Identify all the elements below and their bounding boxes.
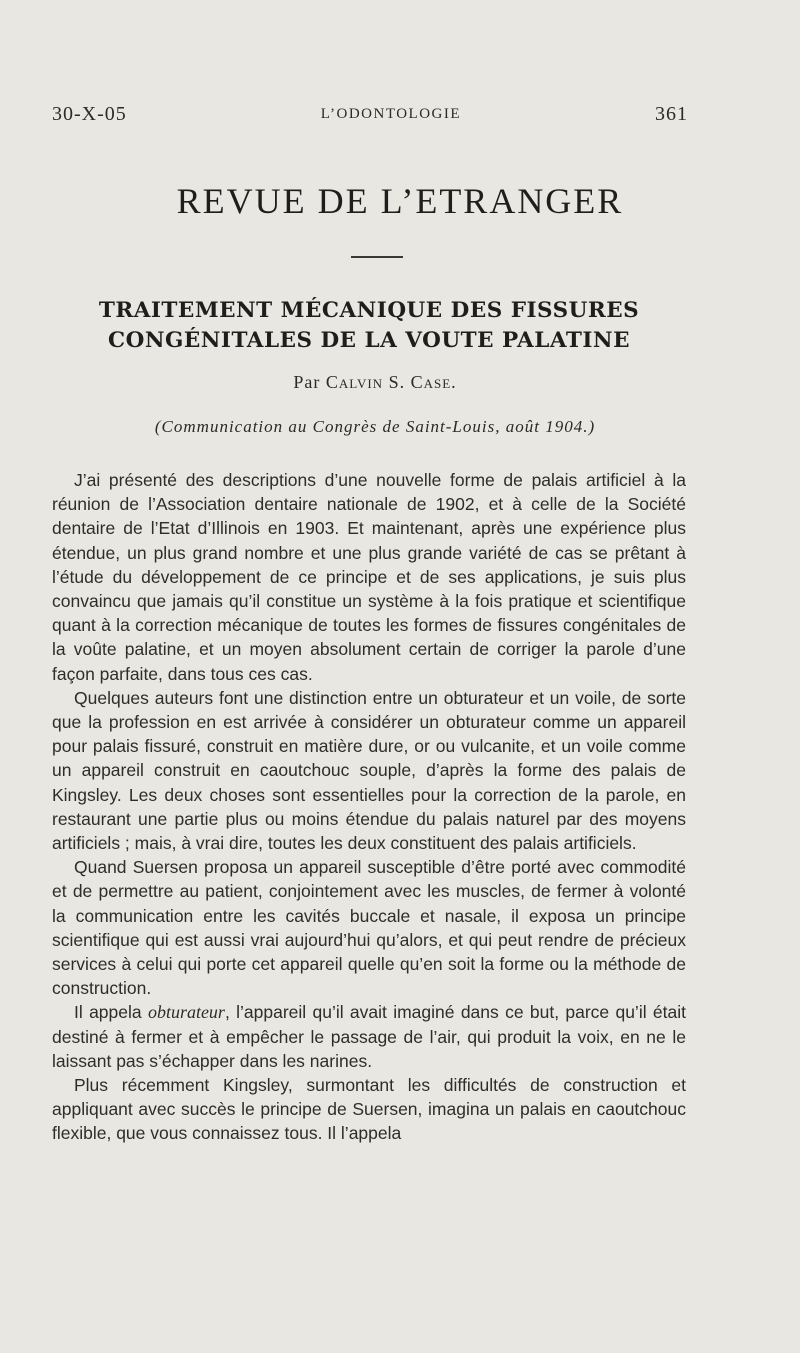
byline-prefix: Par — [293, 372, 321, 392]
term-obturateur: obturateur — [147, 1002, 225, 1023]
paragraph-4 — [52, 1000, 686, 1073]
paragraph-2: Quelques auteurs font une distinction entre un obturateur et un voile, de sorte que la profession en est arrivée à considérer un obturateur comme un appareil pour palais fissuré, construit en matière dure, or ou vulcanite, et un voile comme un appareil construit en caoutchouc souple, d’après la forme des palais de Kingsley. Les deux choses sont essentielles pour la correction de la parole, en restaurant une partie plus ou moins étendue du palais naturel par des moyens artificiels ; mais, à vrai dire, toutes les deux constituent des palais artificiels. — [52, 687, 686, 854]
article-title-line-2: CONGÉNITALES DE LA VOUTE PALATINE — [108, 328, 630, 353]
article-title — [50, 296, 688, 356]
author-name: Calvin S. Case. — [325, 372, 457, 392]
paragraph-4-rest: , l’appareil qu’il avait imaginé dans ce but, parce qu’il était destiné à fermer et à empêcher le passage de l’air, qui produit la voix, en ne le laissant pas s’échapper dans les narines. — [52, 1002, 686, 1071]
article-title-line-1: TRAITEMENT MÉCANIQUE DES FISSURES — [98, 298, 640, 323]
header-page-number: 361 — [655, 102, 688, 125]
section-title: REVUE DE L’ETRANGER — [176, 181, 624, 221]
running-header — [52, 100, 688, 128]
article-body — [52, 468, 686, 1146]
header-journal-title: L’ODONTOLOGIE — [320, 105, 462, 122]
header-date: 30-X-05 — [52, 102, 127, 125]
communication-note: (Communication au Congrès de Saint-Louis, août 1904.) — [154, 417, 596, 436]
byline — [0, 372, 750, 393]
title-rule — [351, 256, 403, 258]
paragraph-4-start: Il appela — [74, 1002, 148, 1023]
paragraph-3: Quand Suersen proposa un appareil susceptible d’être porté avec commodité et de permettre au patient, conjointement avec les muscles, de fermer à volonté la communication entre les cavités buccale et nasale, il exposa un principe scientifique qui est aussi vrai aujourd’hui qu’alors, et qui peut rendre de précieux services à celui qui porte cet appareil quelle qu’en soit la forme ou la méthode de construction. — [52, 857, 686, 999]
paragraph-1: J’ai présenté des descriptions d’une nouvelle forme de palais artificiel à la réunion de l’Association dentaire nationale de 1902, et à celle de la Société dentaire de l’Etat d’Illinois en 1903. Et maintenant, après une expérience plus étendue, un plus grand nombre et une plus grande variété de cas se prêtant à l’étude du développement de ce principe et de ses applications, je suis plus convaincu que jamais qu’il constitue un système à la fois pratique et scientifique quant à la correction mécanique de toutes les formes de fissures congénitales de la voûte palatine, et un moyen absolument certain de corriger la parole d’une façon parfaite, dans tous ces cas. — [52, 470, 686, 684]
paragraph-5: Plus récemment Kingsley, surmontant les difficultés de construction et appliquant avec succès le principe de Suersen, imagina un palais en caoutchouc flexible, que vous connaissez tous. Il l’appela — [52, 1075, 686, 1144]
